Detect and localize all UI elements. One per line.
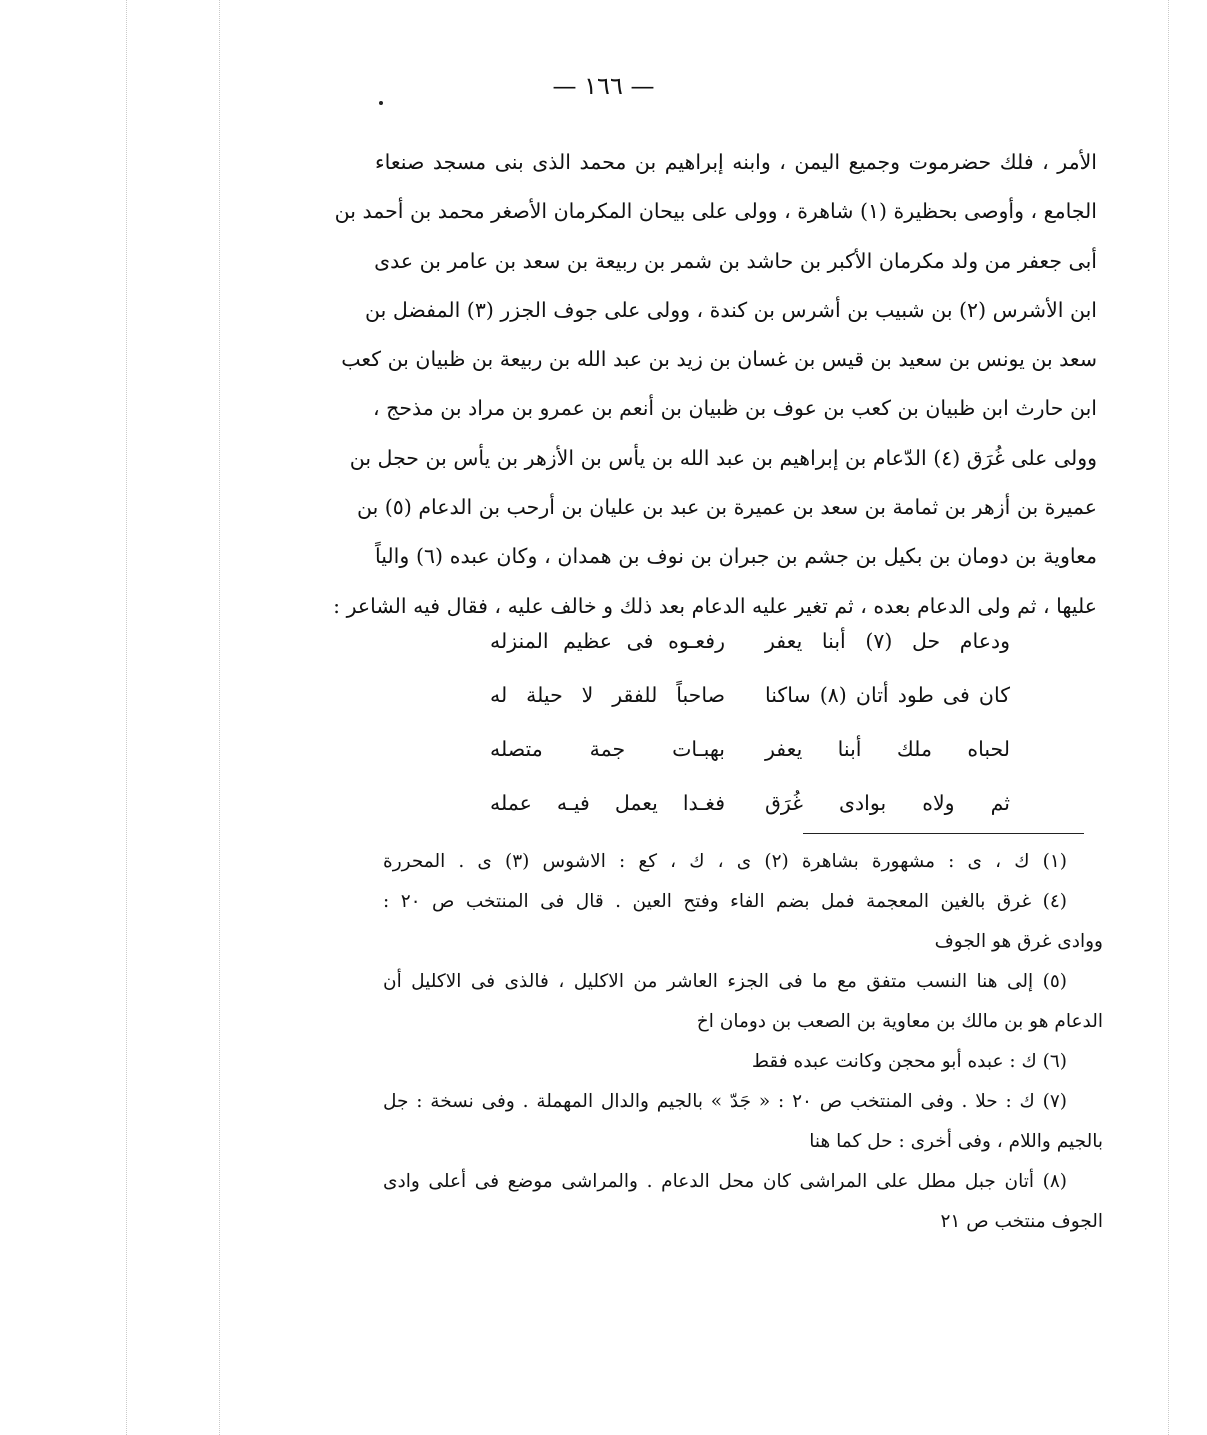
body-text <box>333 138 1097 631</box>
body-line: معاوية بن دومان بن بكيل بن جشم بن جبران بن نوف بن همدان ، وكان عبده (٦) والياً <box>375 544 1097 569</box>
poem-verse <box>490 722 1010 776</box>
verse-first-hemistich: لحباه ملك أبنا يعفر <box>765 737 1010 761</box>
verse-first-hemistich: ودعام حل (٧) أبنا يعفر <box>765 629 1010 653</box>
verse-second-hemistich: فغـدا يعمل فيـه عمله <box>490 791 725 815</box>
footnote-line: الدعام هو بن مالك بن معاوية بن الصعب بن دومان اخ <box>696 1011 1103 1032</box>
footnote-line: الجوف منتخب ص ٢١ <box>940 1211 1103 1232</box>
body-line: وولى على غُرَق (٤) الدّعام بن إبراهيم بن عبد الله بن يأس بن الأزهر بن يأس بن حجل بن <box>349 445 1097 470</box>
poem-verse <box>490 776 1010 830</box>
footnote-line: (٦) ك : عبده أبو محجن وكانت عبده فقط <box>751 1051 1067 1072</box>
body-line: ابن الأشرس (٢) بن شبيب بن أشرس بن كندة ، وولى على جوف الجزر (٣) المفضل بن <box>365 297 1097 322</box>
verse-first-hemistich: كان فى طود أتان (٨) ساكنا <box>765 683 1010 707</box>
body-line: أبى جعفر من ولد مكرمان الأكبر بن حاشد بن شمر بن ربيعة بن سعد بن عامر بن عدى <box>374 248 1097 273</box>
verse-second-hemistich: بهبـات جمة متصله <box>490 737 725 761</box>
footnote-line: (٧) ك : حلا . وفى المنتخب ص ٢٠ : « جَدّ » بالجيم والدال المهملة . وفى نسخة : جل <box>383 1091 1067 1112</box>
verse-first-hemistich: ثم ولاه بوادى غُرَق <box>765 791 1010 815</box>
body-line: عميرة بن أزهر بن ثمامة بن سعد بن عميرة بن عبد بن عليان بن أرحب بن الدعام (٥) بن <box>356 495 1097 520</box>
footnote-separator <box>803 833 1084 834</box>
verse-second-hemistich: صاحباً للفقر لا حيلة له <box>490 683 725 707</box>
footnote-line: بالجيم واللام ، وفى أخرى : حل كما هنا <box>809 1131 1103 1152</box>
scan-margin-left <box>126 0 127 1435</box>
footnote-line: (٥) إلى هنا النسب متفق مع ما فى الجزء العاشر من الاكليل ، فالذى فى الاكليل أن <box>383 971 1067 992</box>
footnote-line: (٨) أتان جبل مطل على المراشى كان محل الدعام . والمراشى موضع فى أعلى وادى <box>383 1171 1067 1192</box>
body-line: ابن حارث ابن ظبيان بن كعب بن عوف بن ظبيان بن أنعم بن عمرو بن مراد بن مذحج ، <box>372 396 1097 421</box>
footnote-line: (١) ك ، ى : مشهورة بشاهرة (٢) ى ، ك ، كع : الاشوس (٣) ى . المحررة <box>383 851 1068 872</box>
body-line: عليها ، ثم ولى الدعام بعده ، ثم تغير عليه الدعام بعد ذلك و خالف عليه ، فقال فيه الشاعر : <box>333 593 1097 618</box>
footnote-line: (٤) غرق بالغين المعجمة فمل بضم الفاء وفتح العين . قال فى المنتخب ص ٢٠ : <box>383 891 1067 912</box>
scan-margin-left-2 <box>219 0 220 1435</box>
poem-verse <box>490 614 1010 668</box>
body-line: الأمر ، فلك حضرموت وجميع اليمن ، وابنه إبراهيم بن محمد الذى بنى مسجد صنعاء <box>375 150 1097 174</box>
body-line: الجامع ، وأوصى بحظيرة (١) شاهرة ، وولى على بيحان المكرمان الأصغر محمد بن أحمد بن <box>334 199 1097 224</box>
verse-second-hemistich: رفعـوه فى عظيم المنزله <box>490 629 725 653</box>
footnotes <box>383 842 1103 1242</box>
poem-verse <box>490 668 1010 722</box>
ink-speck <box>379 101 383 105</box>
poem <box>490 614 1010 830</box>
scan-margin-right <box>1168 0 1169 1435</box>
page-number: — ١٦٦ — <box>552 72 655 100</box>
footnote-line: ووادى غرق هو الجوف <box>934 931 1103 952</box>
body-line: سعد بن يونس بن سعيد بن قيس بن غسان بن زيد بن عبد الله بن ربيعة بن ظبيان بن كعب <box>341 347 1097 372</box>
